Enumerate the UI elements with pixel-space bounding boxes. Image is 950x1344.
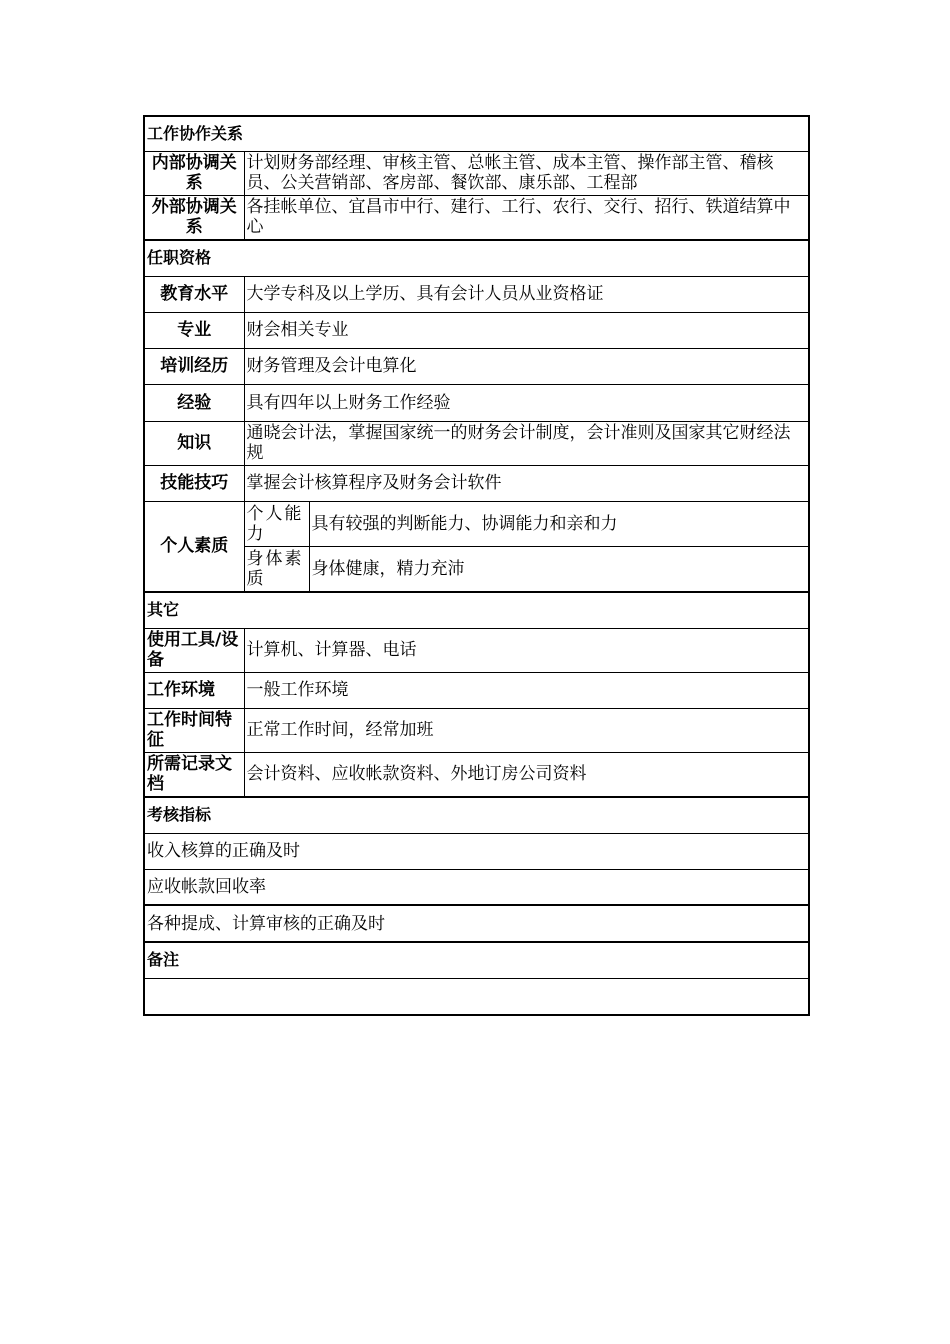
row-remarks-value — [144, 978, 809, 1015]
row-major — [144, 312, 809, 348]
row-records — [144, 752, 809, 797]
assessment-item: 应收帐款回收率 — [144, 869, 809, 905]
label-major: 专业 — [144, 312, 244, 348]
value-external-coordination: 各挂帐单位、宜昌市中行、建行、工行、农行、交行、招行、铁道结算中心 — [244, 195, 809, 240]
label-tools: 使用工具/设备 — [144, 628, 244, 672]
value-training: 财务管理及会计电算化 — [244, 348, 809, 384]
label-education: 教育水平 — [144, 276, 244, 312]
row-training — [144, 348, 809, 384]
row-assessment-item — [144, 905, 809, 942]
section-assessment — [144, 797, 809, 833]
section-title-qualifications: 任职资格 — [144, 240, 809, 276]
label-training: 培训经历 — [144, 348, 244, 384]
value-physical-quality: 身体健康，精力充沛 — [309, 546, 809, 592]
row-experience — [144, 384, 809, 421]
row-internal-coordination — [144, 151, 809, 195]
section-remarks — [144, 942, 809, 978]
label-skills: 技能技巧 — [144, 465, 244, 501]
value-education: 大学专科及以上学历、具有会计人员从业资格证 — [244, 276, 809, 312]
row-assessment-item — [144, 869, 809, 905]
value-skills: 掌握会计核算程序及财务会计软件 — [244, 465, 809, 501]
value-records: 会计资料、应收帐款资料、外地订房公司资料 — [244, 752, 809, 797]
row-environment — [144, 672, 809, 708]
label-knowledge: 知识 — [144, 421, 244, 465]
section-title-remarks: 备注 — [144, 942, 809, 978]
label-worktime: 工作时间特征 — [144, 708, 244, 752]
value-knowledge: 通晓会计法，掌握国家统一的财务会计制度，会计准则及国家其它财经法规 — [244, 421, 809, 465]
row-tools — [144, 628, 809, 672]
value-personal-ability: 具有较强的判断能力、协调能力和亲和力 — [309, 501, 809, 546]
label-internal-coordination: 内部协调关系 — [144, 151, 244, 195]
value-major: 财会相关专业 — [244, 312, 809, 348]
row-physical-quality — [144, 546, 809, 592]
section-title-other: 其它 — [144, 592, 809, 628]
value-tools: 计算机、计算器、电话 — [244, 628, 809, 672]
label-personal-ability: 个人能力 — [244, 501, 309, 546]
assessment-item: 各种提成、计算审核的正确及时 — [144, 905, 809, 942]
label-external-coordination: 外部协调关系 — [144, 195, 244, 240]
label-personal-quality: 个人素质 — [144, 501, 244, 592]
value-internal-coordination: 计划财务部经理、审核主管、总帐主管、成本主管、操作部主管、稽核员、公关营销部、客房部、餐饮部、康乐部、工程部 — [244, 151, 809, 195]
value-environment: 一般工作环境 — [244, 672, 809, 708]
section-title-collaboration: 工作协作关系 — [144, 116, 809, 151]
row-assessment-item — [144, 833, 809, 869]
value-experience: 具有四年以上财务工作经验 — [244, 384, 809, 421]
section-qualifications — [144, 240, 809, 276]
row-skills — [144, 465, 809, 501]
value-worktime: 正常工作时间，经常加班 — [244, 708, 809, 752]
row-personal-ability — [144, 501, 809, 546]
label-physical-quality: 身体素质 — [244, 546, 309, 592]
section-collaboration — [144, 116, 809, 151]
row-worktime — [144, 708, 809, 752]
assessment-item: 收入核算的正确及时 — [144, 833, 809, 869]
job-description-table — [143, 115, 810, 1016]
label-records: 所需记录文档 — [144, 752, 244, 797]
row-external-coordination — [144, 195, 809, 240]
value-remarks — [144, 978, 809, 1015]
row-knowledge — [144, 421, 809, 465]
row-education — [144, 276, 809, 312]
section-other — [144, 592, 809, 628]
section-title-assessment: 考核指标 — [144, 797, 809, 833]
label-environment: 工作环境 — [144, 672, 244, 708]
label-experience: 经验 — [144, 384, 244, 421]
